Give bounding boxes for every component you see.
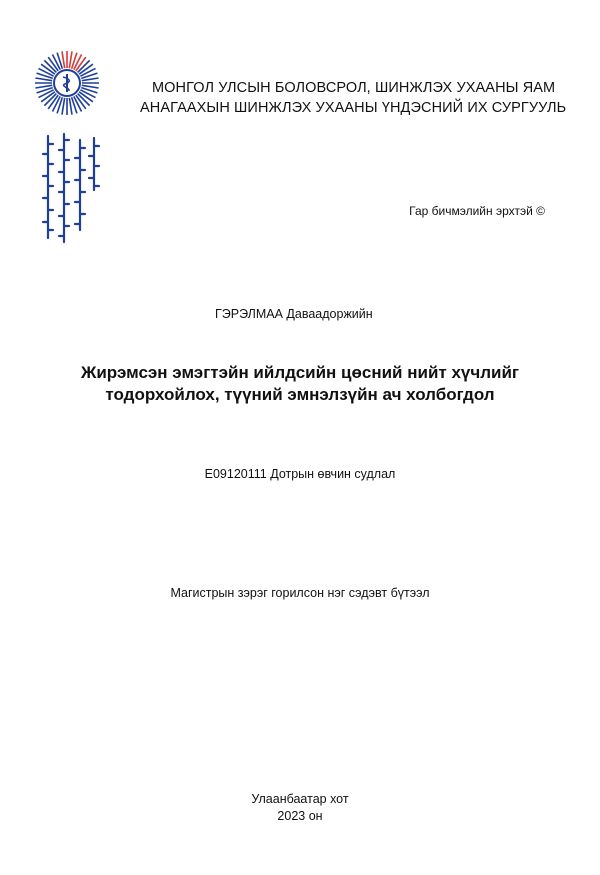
author-name: ГЭРЭЛМАА Даваадоржийн bbox=[215, 307, 373, 321]
thesis-title-line-1: Жирэмсэн эмэгтэйн ийлдсийн цөсний нийт хүчлийг bbox=[80, 363, 520, 382]
logo-ray bbox=[82, 85, 99, 88]
mongolian-script-icon bbox=[30, 130, 110, 250]
year: 2023 он bbox=[277, 809, 323, 823]
logo-ray bbox=[62, 98, 65, 115]
ministry-name: МОНГОЛ УЛСЫН БОЛОВСРОЛ, ШИНЖЛЭХ УХААНЫ ЯАМ bbox=[152, 80, 556, 96]
logo-ray bbox=[35, 78, 52, 81]
logo-ray bbox=[82, 78, 99, 81]
logo-ray bbox=[62, 51, 65, 68]
logo-ray bbox=[35, 85, 52, 88]
thesis-title bbox=[40, 362, 560, 406]
specialty-code: Е09120111 Дотрын өвчин судлал bbox=[204, 467, 396, 481]
city: Улаанбаатар хот bbox=[251, 792, 349, 806]
institution-header bbox=[140, 78, 580, 118]
logo-ray bbox=[69, 51, 72, 68]
copyright-notice: Гар бичмэлийн эрхтэй © bbox=[409, 204, 545, 218]
place-and-year bbox=[0, 791, 600, 825]
degree-statement: Магистрын зэрэг горилсон нэг сэдэвт бүтээл bbox=[170, 586, 430, 600]
university-logo-icon bbox=[34, 50, 100, 116]
university-name: АНАГААХЫН ШИНЖЛЭХ УХААНЫ ҮНДЭСНИЙ ИХ СУРГУУЛЬ bbox=[140, 100, 567, 116]
logo-ray bbox=[69, 98, 72, 115]
thesis-title-line-2: тодорхойлох, түүний эмнэлзүйн ач холбогдол bbox=[105, 385, 495, 404]
